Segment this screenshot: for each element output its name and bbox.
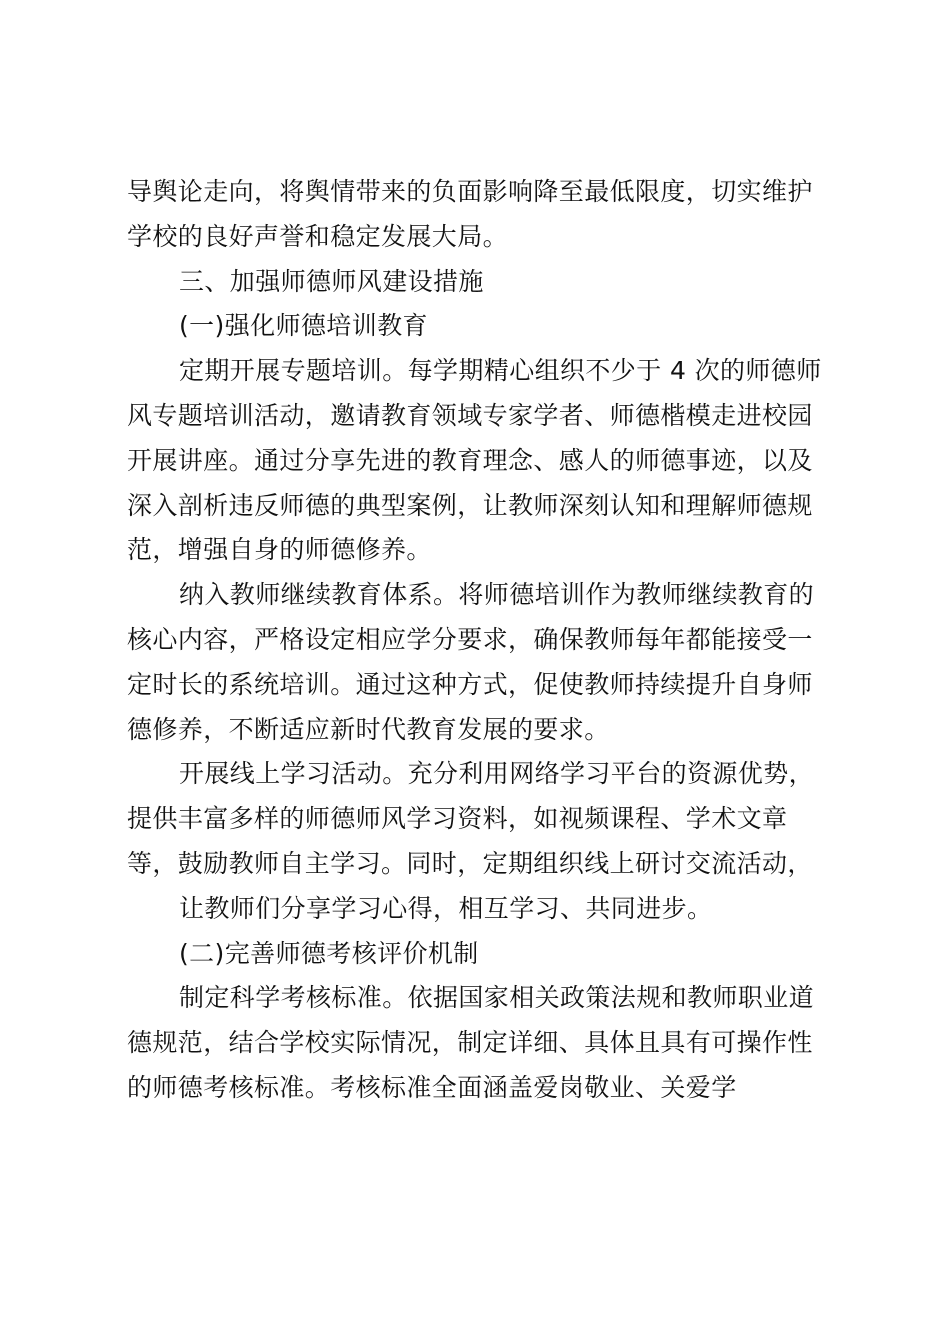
text-line-9: 范，增强自身的师德修养。: [127, 535, 432, 565]
text-line-21: 的师德考核标准。考核标准全面涵盖爱岗敬业、关爱学: [127, 1072, 737, 1102]
text-line-1: 导舆论走向，将舆情带来的负面影响降至最低限度，切实维护: [127, 177, 813, 206]
text-line-5: 定期开展专题培训。每学期精心组织不少于 4 次的师德师: [179, 356, 822, 386]
text-line-20: 德规范，结合学校实际情况，制定详细、具体且具有可操作性: [127, 1028, 813, 1058]
text-line-16: 等，鼓励教师自主学习。同时，定期组织线上研讨交流活动，: [127, 848, 813, 878]
text-line-15: 提供丰富多样的师德师风学习资料，如视频课程、学术文章: [127, 804, 788, 834]
text-line-13: 德修养，不断适应新时代教育发展的要求。: [127, 714, 610, 744]
text-line-14: 开展线上学习活动。充分利用网络学习平台的资源优势，: [179, 759, 815, 789]
text-line-6: 风专题培训活动，邀请教育领域专家学者、师德楷模走进校园: [127, 400, 813, 430]
subsection-heading-2: (二)完善师德考核评价机制: [179, 938, 479, 968]
text-line-11: 核心内容，严格设定相应学分要求，确保教师每年都能接受一: [127, 624, 813, 654]
text-line-10: 纳入教师继续教育体系。将师德培训作为教师继续教育的: [179, 580, 815, 610]
text-line-7: 开展讲座。通过分享先进的教育理念、感人的师德事迹，以及: [127, 445, 813, 475]
document-body: [127, 170, 827, 1111]
text-line-8: 深入剖析违反师德的典型案例，让教师深刻认知和理解师德规: [127, 490, 813, 520]
text-line-2: 学校的良好声誉和稳定发展大局。: [127, 221, 509, 251]
text-line-19: 制定科学考核标准。依据国家相关政策法规和教师职业道: [179, 983, 815, 1013]
section-heading: 三、加强师德师风建设措施: [179, 266, 484, 296]
subsection-heading-1: (一)强化师德培训教育: [179, 311, 428, 341]
text-line-17: 让教师们分享学习心得，相互学习、共同进步。: [179, 893, 713, 923]
text-line-12: 定时长的系统培训。通过这种方式，促使教师持续提升自身师: [127, 669, 813, 699]
